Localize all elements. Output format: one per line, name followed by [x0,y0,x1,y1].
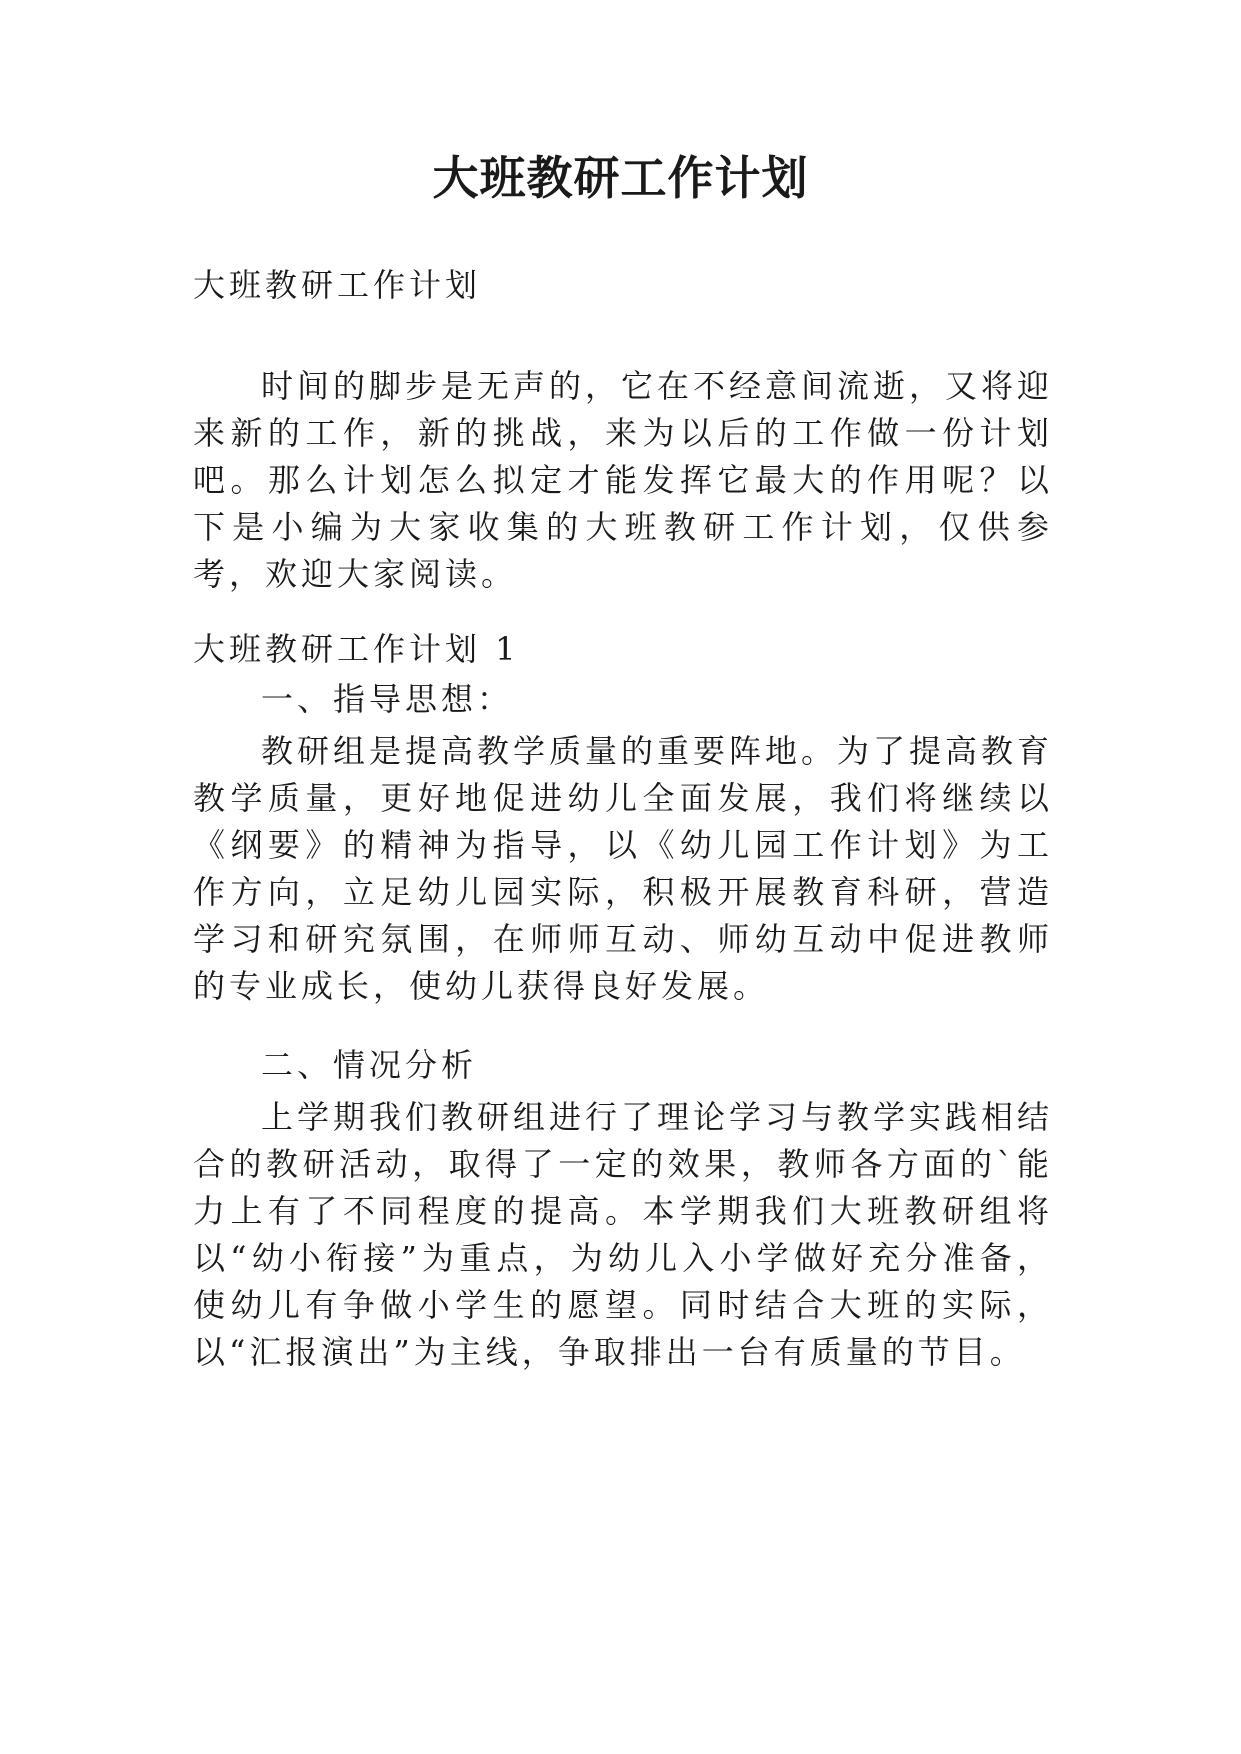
heading-situation-analysis: 二、情况分析 [261,1046,478,1084]
paragraph-guiding-ideology: 教研组是提高教学质量的重要阵地。为了提高教育教学质量，更好地促进幼儿全面发展，我们将继续以《纲要》的精神为指导，以《幼儿园工作计划》为工作方向，立足幼儿园实际，积极开展教育科研，营造学习和研究氛围，在师师互动、师幼互动中促进教师的专业成长，使幼儿获得良好发展。 [193,732,1054,1005]
document-title: 大班教研工作计划 [432,151,809,205]
paragraph-situation-analysis: 上学期我们教研组进行了理论学习与教学实践相结合的教研活动，取得了一定的效果，教师各方面的`能力上有了不同程度的提高。本学期我们大班教研组将以“幼小衔接”为重点，为幼儿入小学做好充分准备，使幼儿有争做小学生的愿望。同时结合大班的实际，以“汇报演出”为主线，争取排出一台有质量的节目。 [193,1098,1054,1371]
heading-guiding-ideology: 一、指导思想： [261,680,514,718]
intro-paragraph: 时间的脚步是无声的，它在不经意间流逝，又将迎来新的工作，新的挑战，来为以后的工作做一份计划吧。那么计划怎么拟定才能发挥它最大的作用呢？以下是小编为大家收集的大班教研工作计划，仅供参考，欢迎大家阅读。 [193,367,1054,593]
document-subtitle: 大班教研工作计划 [193,266,482,304]
section-title: 大班教研工作计划 1 [193,630,520,668]
